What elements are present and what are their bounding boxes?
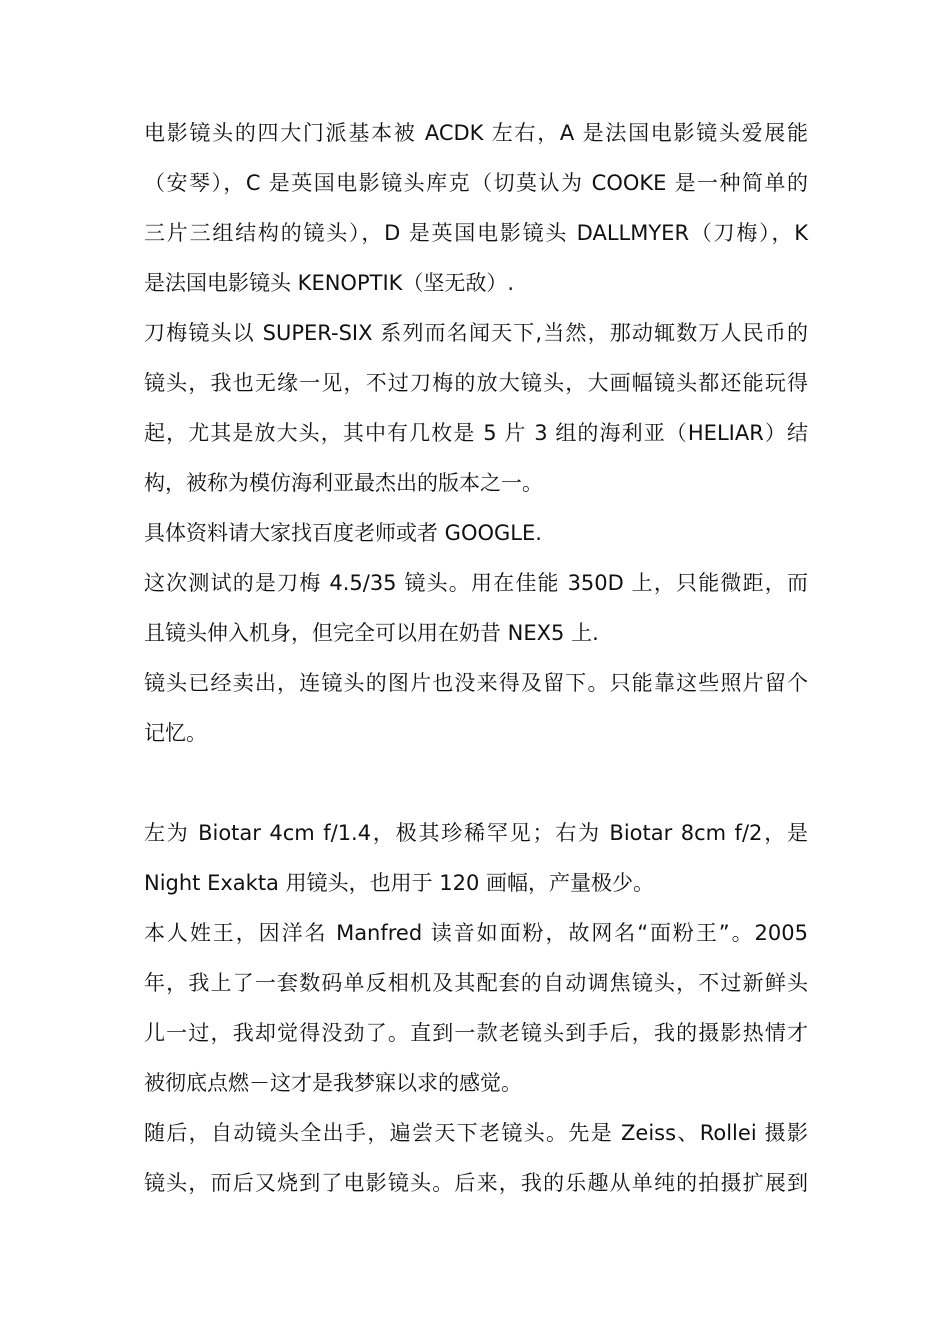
article-body: [144, 108, 808, 1208]
text-line: 且镜头伸入机身，但完全可以用在奶昔 NEX5 上.: [144, 621, 599, 645]
text-line: 这次测试的是刀梅 4.5/35 镜头。用在佳能 350D 上，只能微距，而: [144, 571, 808, 595]
text-line: 年，我上了一套数码单反相机及其配套的自动调焦镜头，不过新鲜头: [144, 971, 808, 995]
text-line: 构，被称为模仿海利亚最杰出的版本之一。: [144, 471, 543, 495]
text-line: 是法国电影镜头 KENOPTIK（坚无敌）.: [144, 271, 515, 295]
text-line: 随后，自动镜头全出手，遍尝天下老镜头。先是 Zeiss、Rollei 摄影: [144, 1121, 808, 1145]
text-line: （安琴），C 是英国电影镜头库克（切莫认为 COOKE 是一种简单的: [144, 171, 808, 195]
text-line: 电影镜头的四大门派基本被 ACDK 左右，A 是法国电影镜头爱展能: [144, 121, 808, 145]
text-line: 三片三组结构的镜头），D 是英国电影镜头 DALLMYER（刀梅），K: [144, 221, 808, 245]
text-line: 左为 Biotar 4cm f/1.4，极其珍稀罕见；右为 Biotar 8cm f/2，是: [144, 821, 808, 845]
text-line: 镜头，而后又烧到了电影镜头。后来，我的乐趣从单纯的拍摄扩展到: [144, 1171, 808, 1195]
text-line: 被彻底点燃－这才是我梦寐以求的感觉。: [144, 1071, 522, 1095]
paragraph-gap: [144, 758, 808, 808]
text-line: 镜头，我也无缘一见，不过刀梅的放大镜头，大画幅镜头都还能玩得: [144, 371, 808, 395]
text-line: 具体资料请大家找百度老师或者 GOOGLE.: [144, 521, 542, 545]
text-line: 刀梅镜头以 SUPER-SIX 系列而名闻天下,当然，那动辄数万人民币的: [144, 321, 808, 345]
text-line: 记忆。: [144, 721, 207, 745]
text-line: Night Exakta 用镜头，也用于 120 画幅，产量极少。: [144, 871, 655, 895]
text-line: 起，尤其是放大头，其中有几枚是 5 片 3 组的海利亚（HELIAR）结: [144, 421, 808, 445]
text-line: 镜头已经卖出，连镜头的图片也没来得及留下。只能靠这些照片留个: [144, 671, 808, 695]
text-line: 本人姓王，因洋名 Manfred 读音如面粉，故网名“面粉王”。2005: [144, 921, 808, 945]
text-line: 儿一过，我却觉得没劲了。直到一款老镜头到手后，我的摄影热情才: [144, 1021, 808, 1045]
